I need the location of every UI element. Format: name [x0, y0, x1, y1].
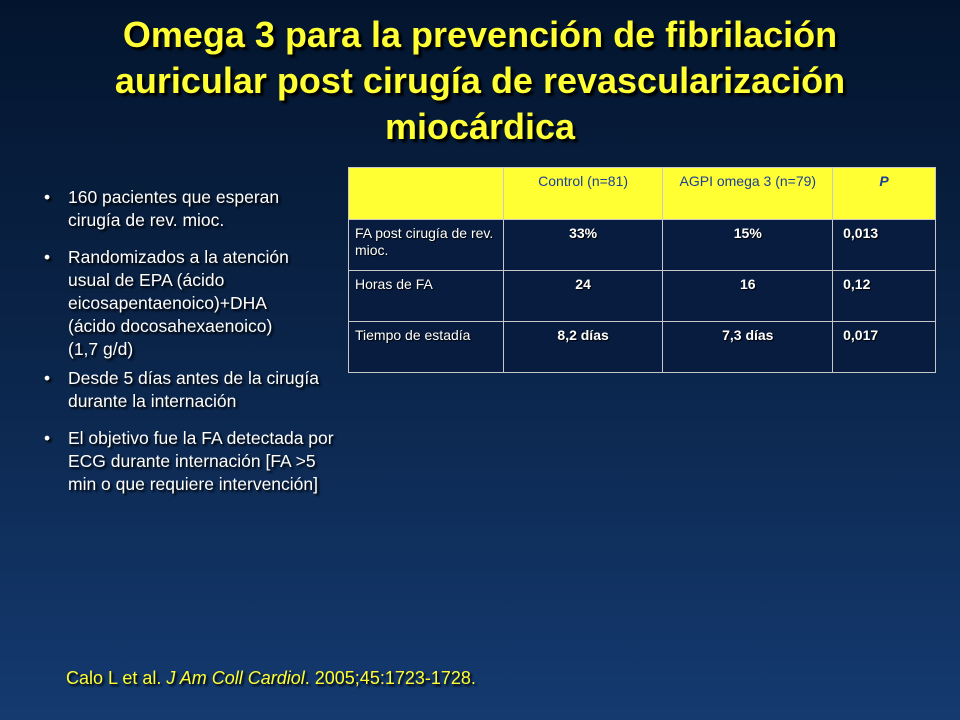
table-row	[349, 220, 936, 271]
cell-omega: 7,3 días	[663, 322, 833, 373]
bullet-line: min o que requiere intervención]	[68, 474, 319, 494]
citation	[66, 668, 476, 689]
table-row	[349, 271, 936, 322]
bullet-line: durante la internación	[68, 391, 237, 411]
bullet-dot: •	[44, 428, 51, 448]
cell-omega: 15%	[663, 220, 833, 271]
cell-omega: 16	[663, 271, 833, 322]
table-row	[349, 322, 936, 373]
bullet-line: (1,7 g/d)	[68, 339, 134, 359]
title-line-1: Omega 3 para la prevención de fibrilación	[122, 14, 838, 55]
bullet-dot: •	[44, 368, 51, 388]
table-header-row	[349, 168, 936, 220]
results-table	[348, 167, 936, 373]
cell-p: 0,12	[833, 271, 936, 322]
cell-control: 33%	[503, 220, 663, 271]
bullet-line: usual de EPA (ácido	[68, 270, 225, 290]
bullet-line: Randomizados a la atención	[68, 247, 289, 267]
header-cell-omega: AGPI omega 3 (n=79)	[663, 168, 833, 220]
row-label: Horas de FA	[349, 271, 504, 322]
bullet-line: El objetivo fue la FA detectada por	[68, 428, 334, 448]
slide-title	[20, 12, 940, 150]
title-line-3: miocárdica	[384, 106, 576, 147]
row-label: FA post cirugía de rev. mioc.	[349, 220, 504, 271]
cell-control: 8,2 días	[503, 322, 663, 373]
citation-authors: Calo L et al.	[66, 668, 167, 688]
citation-journal: J Am Coll Cardiol	[166, 668, 305, 688]
bullet-line: eicosapentaenoico)+DHA	[68, 293, 267, 313]
bullet-line: ECG durante internación [FA >5	[68, 451, 316, 471]
header-cell-p: P	[833, 168, 936, 220]
cell-p: 0,017	[833, 322, 936, 373]
cell-p: 0,013	[833, 220, 936, 271]
bullet-line: (ácido docosahexaenoico)	[68, 316, 273, 336]
bullet-item	[42, 367, 402, 413]
row-label: Tiempo de estadía	[349, 322, 504, 373]
header-cell-empty	[349, 168, 504, 220]
cell-control: 24	[503, 271, 663, 322]
bullet-item	[42, 427, 402, 496]
bullet-dot: •	[44, 247, 51, 267]
citation-rest: . 2005;45:1723-1728.	[304, 668, 476, 688]
bullet-line: Desde 5 días antes de la cirugía	[68, 368, 319, 388]
header-cell-control: Control (n=81)	[503, 168, 663, 220]
title-line-2: auricular post cirugía de revascularización	[114, 60, 846, 101]
bullet-line: 160 pacientes que esperan	[68, 187, 280, 207]
bullet-line: cirugía de rev. mioc.	[68, 210, 225, 230]
bullet-dot: •	[44, 187, 51, 207]
